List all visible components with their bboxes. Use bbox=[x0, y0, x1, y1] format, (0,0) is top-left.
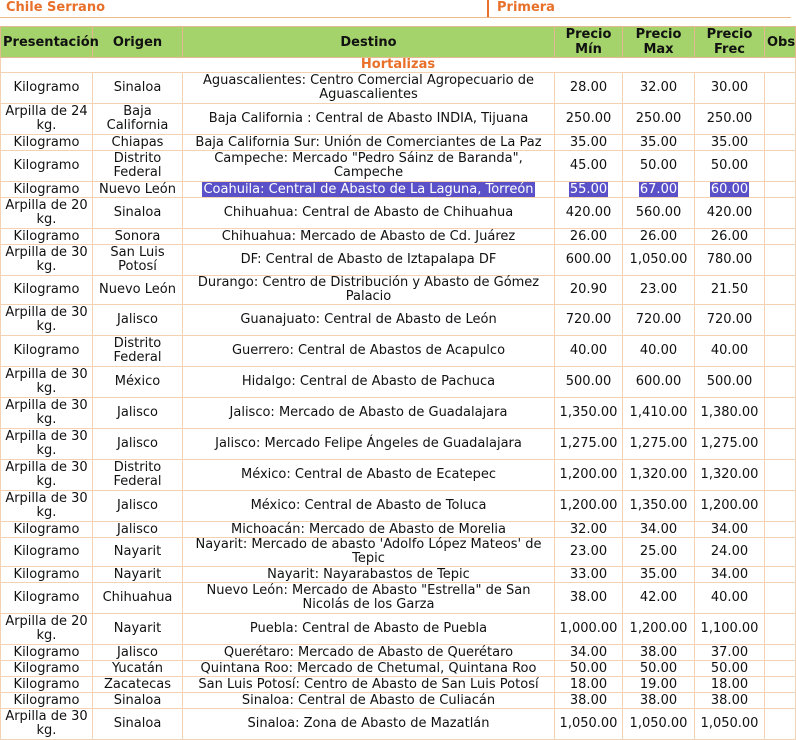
cell-presentacion: Arpilla de 30 kg. bbox=[1, 245, 93, 276]
cell-presentacion: Kilogramo bbox=[1, 336, 93, 367]
cell-precio-min: 250.00 bbox=[555, 104, 623, 135]
cell-obs bbox=[765, 429, 796, 460]
cell-destino: Sinaloa: Zona de Abasto de Mazatlán bbox=[183, 709, 555, 740]
cell-destino: Baja California : Central de Abasto INDIA, Tijuana bbox=[183, 104, 555, 135]
cell-precio-max: 1,050.00 bbox=[623, 245, 695, 276]
cell-destino: Quintana Roo: Mercado de Chetumal, Quintana Roo bbox=[183, 661, 555, 677]
cell-obs bbox=[765, 245, 796, 276]
cell-presentacion: Kilogramo bbox=[1, 677, 93, 693]
cell-precio-max: 1,410.00 bbox=[623, 398, 695, 429]
cell-precio-frec: 420.00 bbox=[695, 198, 765, 229]
cell-obs bbox=[765, 151, 796, 182]
cell-precio-max: 1,050.00 bbox=[623, 709, 695, 740]
cell-obs bbox=[765, 614, 796, 645]
cell-presentacion: Arpilla de 30 kg. bbox=[1, 305, 93, 336]
cell-origen: Sinaloa bbox=[93, 693, 183, 709]
column-header-label: Precio bbox=[565, 27, 612, 42]
cell-precio-frec: 500.00 bbox=[695, 367, 765, 398]
cell-presentacion: Kilogramo bbox=[1, 182, 93, 198]
table-row[interactable] bbox=[1, 522, 796, 538]
selected-text: Coahuila: Central de Abasto de La Laguna, Torreón bbox=[203, 181, 534, 197]
cell-obs bbox=[765, 693, 796, 709]
column-header-label: Mín bbox=[575, 42, 602, 57]
cell-destino: Baja California Sur: Unión de Comerciantes de La Paz bbox=[183, 135, 555, 151]
cell-precio-max: 720.00 bbox=[623, 305, 695, 336]
cell-precio-max: 250.00 bbox=[623, 104, 695, 135]
column-header-label: Obs bbox=[767, 34, 796, 50]
product-header bbox=[0, 0, 791, 18]
cell-destino: Jalisco: Mercado de Abasto de Guadalajara bbox=[183, 398, 555, 429]
cell-precio-max bbox=[623, 182, 695, 198]
cell-destino: México: Central de Abasto de Toluca bbox=[183, 491, 555, 522]
cell-precio-min: 1,200.00 bbox=[555, 460, 623, 491]
cell-presentacion: Kilogramo bbox=[1, 583, 93, 614]
cell-presentacion: Arpilla de 30 kg. bbox=[1, 367, 93, 398]
cell-presentacion: Kilogramo bbox=[1, 276, 93, 305]
product-name: Chile Serrano bbox=[6, 0, 106, 15]
cell-precio-max: 38.00 bbox=[623, 693, 695, 709]
cell-presentacion: Kilogramo bbox=[1, 693, 93, 709]
cell-obs bbox=[765, 567, 796, 583]
cell-presentacion: Arpilla de 20 kg. bbox=[1, 614, 93, 645]
table-header-row bbox=[1, 27, 796, 58]
cell-origen: Jalisco bbox=[93, 645, 183, 661]
cell-precio-frec: 1,320.00 bbox=[695, 460, 765, 491]
cell-precio-max: 25.00 bbox=[623, 538, 695, 567]
cell-precio-min: 18.00 bbox=[555, 677, 623, 693]
table-row[interactable] bbox=[1, 151, 796, 182]
cell-precio-min: 720.00 bbox=[555, 305, 623, 336]
table-row[interactable] bbox=[1, 538, 796, 567]
cell-origen: Nayarit bbox=[93, 567, 183, 583]
cell-destino: Guerrero: Central de Abastos de Acapulco bbox=[183, 336, 555, 367]
cell-precio-min: 600.00 bbox=[555, 245, 623, 276]
table-row[interactable] bbox=[1, 693, 796, 709]
cell-origen: Jalisco bbox=[93, 305, 183, 336]
cell-presentacion: Kilogramo bbox=[1, 522, 93, 538]
cell-origen: Distrito Federal bbox=[93, 151, 183, 182]
cell-destino: México: Central de Abasto de Ecatepec bbox=[183, 460, 555, 491]
cell-precio-min: 1,350.00 bbox=[555, 398, 623, 429]
table-row[interactable] bbox=[1, 229, 796, 245]
cell-obs bbox=[765, 583, 796, 614]
cell-precio-frec: 50.00 bbox=[695, 661, 765, 677]
cell-origen: Jalisco bbox=[93, 491, 183, 522]
cell-precio-frec: 24.00 bbox=[695, 538, 765, 567]
cell-precio-frec bbox=[695, 182, 765, 198]
cell-origen: Jalisco bbox=[93, 522, 183, 538]
cell-obs bbox=[765, 104, 796, 135]
cell-destino: Durango: Centro de Distribución y Abasto de Gómez Palacio bbox=[183, 276, 555, 305]
table-row[interactable] bbox=[1, 709, 796, 740]
selected-text: 60.00 bbox=[710, 181, 749, 197]
cell-precio-min: 500.00 bbox=[555, 367, 623, 398]
cell-precio-max: 40.00 bbox=[623, 336, 695, 367]
cell-origen: Distrito Federal bbox=[93, 336, 183, 367]
cell-origen: Sinaloa bbox=[93, 73, 183, 104]
cell-obs bbox=[765, 198, 796, 229]
cell-destino: Jalisco: Mercado Felipe Ángeles de Guadalajara bbox=[183, 429, 555, 460]
column-header-label: Precio bbox=[635, 27, 682, 42]
table-row[interactable] bbox=[1, 276, 796, 305]
cell-destino: Guanajuato: Central de Abasto de León bbox=[183, 305, 555, 336]
cell-precio-max: 600.00 bbox=[623, 367, 695, 398]
cell-precio-max: 1,200.00 bbox=[623, 614, 695, 645]
cell-origen: Nuevo León bbox=[93, 182, 183, 198]
table-row[interactable] bbox=[1, 645, 796, 661]
table-row[interactable] bbox=[1, 104, 796, 135]
cell-precio-min: 23.00 bbox=[555, 538, 623, 567]
cell-obs bbox=[765, 645, 796, 661]
cell-presentacion: Arpilla de 30 kg. bbox=[1, 429, 93, 460]
product-quality: Primera bbox=[497, 0, 555, 15]
cell-precio-min: 45.00 bbox=[555, 151, 623, 182]
cell-presentacion: Arpilla de 30 kg. bbox=[1, 460, 93, 491]
cell-precio-min: 20.90 bbox=[555, 276, 623, 305]
cell-precio-max: 1,320.00 bbox=[623, 460, 695, 491]
cell-presentacion: Arpilla de 30 kg. bbox=[1, 398, 93, 429]
cell-precio-max: 19.00 bbox=[623, 677, 695, 693]
cell-origen: Jalisco bbox=[93, 398, 183, 429]
cell-destino: San Luis Potosí: Centro de Abasto de San Luis Potosí bbox=[183, 677, 555, 693]
header-divider bbox=[487, 0, 489, 18]
cell-precio-min: 34.00 bbox=[555, 645, 623, 661]
cell-precio-max: 50.00 bbox=[623, 661, 695, 677]
cell-obs bbox=[765, 398, 796, 429]
cell-obs bbox=[765, 305, 796, 336]
cell-precio-min: 420.00 bbox=[555, 198, 623, 229]
cell-destino: Campeche: Mercado "Pedro Sáinz de Baranda", Campeche bbox=[183, 151, 555, 182]
cell-obs bbox=[765, 661, 796, 677]
cell-presentacion: Arpilla de 24 kg. bbox=[1, 104, 93, 135]
cell-presentacion: Kilogramo bbox=[1, 538, 93, 567]
selected-text: 55.00 bbox=[569, 181, 608, 197]
cell-precio-frec: 1,100.00 bbox=[695, 614, 765, 645]
cell-presentacion: Arpilla de 30 kg. bbox=[1, 491, 93, 522]
price-table bbox=[0, 26, 796, 740]
cell-precio-frec: 1,050.00 bbox=[695, 709, 765, 740]
cell-obs bbox=[765, 182, 796, 198]
cell-precio-min: 1,050.00 bbox=[555, 709, 623, 740]
cell-precio-max: 1,350.00 bbox=[623, 491, 695, 522]
cell-destino: Chihuahua: Mercado de Abasto de Cd. Juárez bbox=[183, 229, 555, 245]
column-header bbox=[623, 27, 695, 58]
cell-origen: Nayarit bbox=[93, 614, 183, 645]
cell-precio-min: 33.00 bbox=[555, 567, 623, 583]
cell-precio-frec: 35.00 bbox=[695, 135, 765, 151]
table-row[interactable] bbox=[1, 677, 796, 693]
cell-destino: Nayarit: Nayarabastos de Tepic bbox=[183, 567, 555, 583]
column-header-label: Max bbox=[643, 42, 674, 57]
column-header-label: Origen bbox=[112, 34, 163, 50]
table-row[interactable] bbox=[1, 583, 796, 614]
cell-precio-max: 32.00 bbox=[623, 73, 695, 104]
column-header bbox=[1, 27, 99, 58]
cell-origen: Chihuahua bbox=[93, 583, 183, 614]
cell-destino: Michoacán: Mercado de Abasto de Morelia bbox=[183, 522, 555, 538]
cell-precio-frec: 720.00 bbox=[695, 305, 765, 336]
cell-origen: Baja California bbox=[93, 104, 183, 135]
cell-presentacion: Kilogramo bbox=[1, 73, 93, 104]
cell-origen: Sinaloa bbox=[93, 198, 183, 229]
cell-origen: Nuevo León bbox=[93, 276, 183, 305]
cell-precio-frec: 250.00 bbox=[695, 104, 765, 135]
header-rule bbox=[0, 17, 791, 18]
cell-precio-max: 1,275.00 bbox=[623, 429, 695, 460]
table-row[interactable] bbox=[1, 135, 796, 151]
selected-text: 67.00 bbox=[639, 181, 678, 197]
cell-precio-min: 40.00 bbox=[555, 336, 623, 367]
table-row[interactable] bbox=[1, 182, 796, 198]
cell-destino: DF: Central de Abasto de Iztapalapa DF bbox=[183, 245, 555, 276]
cell-origen: México bbox=[93, 367, 183, 398]
cell-precio-min: 1,200.00 bbox=[555, 491, 623, 522]
table-row[interactable] bbox=[1, 460, 796, 491]
cell-precio-frec: 30.00 bbox=[695, 73, 765, 104]
table-row[interactable] bbox=[1, 198, 796, 229]
cell-precio-max: 42.00 bbox=[623, 583, 695, 614]
column-header-label: Presentación bbox=[3, 34, 99, 50]
cell-precio-max: 38.00 bbox=[623, 645, 695, 661]
cell-obs bbox=[765, 677, 796, 693]
cell-destino: Sinaloa: Central de Abasto de Culiacán bbox=[183, 693, 555, 709]
column-header bbox=[765, 27, 796, 58]
cell-origen: Nayarit bbox=[93, 538, 183, 567]
cell-presentacion: Kilogramo bbox=[1, 151, 93, 182]
cell-precio-max: 35.00 bbox=[623, 135, 695, 151]
table-row[interactable] bbox=[1, 398, 796, 429]
cell-precio-min: 1,000.00 bbox=[555, 614, 623, 645]
cell-precio-max: 26.00 bbox=[623, 229, 695, 245]
cell-origen: Yucatán bbox=[93, 661, 183, 677]
cell-precio-min: 35.00 bbox=[555, 135, 623, 151]
cell-precio-min: 50.00 bbox=[555, 661, 623, 677]
cell-precio-frec: 21.50 bbox=[695, 276, 765, 305]
column-header bbox=[555, 27, 623, 58]
cell-precio-min: 1,275.00 bbox=[555, 429, 623, 460]
table-row[interactable] bbox=[1, 614, 796, 645]
cell-presentacion: Kilogramo bbox=[1, 567, 93, 583]
cell-obs bbox=[765, 522, 796, 538]
cell-destino: Nuevo León: Mercado de Abasto "Estrella" de San Nicolás de los Garza bbox=[183, 583, 555, 614]
column-header bbox=[695, 27, 765, 58]
cell-destino: Aguascalientes: Centro Comercial Agropecuario de Aguascalientes bbox=[183, 73, 555, 104]
cell-presentacion: Arpilla de 20 kg. bbox=[1, 198, 93, 229]
cell-precio-frec: 38.00 bbox=[695, 693, 765, 709]
table-row[interactable] bbox=[1, 429, 796, 460]
column-header-label: Destino bbox=[340, 34, 397, 50]
column-header bbox=[183, 27, 555, 58]
cell-origen: Sinaloa bbox=[93, 709, 183, 740]
cell-origen: Chiapas bbox=[93, 135, 183, 151]
cell-precio-min bbox=[555, 182, 623, 198]
cell-destino: Querétaro: Mercado de Abasto de Querétaro bbox=[183, 645, 555, 661]
cell-precio-frec: 40.00 bbox=[695, 583, 765, 614]
table-row[interactable] bbox=[1, 305, 796, 336]
cell-precio-frec: 34.00 bbox=[695, 522, 765, 538]
cell-precio-min: 26.00 bbox=[555, 229, 623, 245]
cell-obs bbox=[765, 491, 796, 522]
cell-precio-max: 23.00 bbox=[623, 276, 695, 305]
cell-precio-frec: 26.00 bbox=[695, 229, 765, 245]
table-row[interactable] bbox=[1, 367, 796, 398]
table-row[interactable] bbox=[1, 73, 796, 104]
cell-precio-max: 34.00 bbox=[623, 522, 695, 538]
cell-precio-frec: 34.00 bbox=[695, 567, 765, 583]
column-header bbox=[93, 27, 183, 58]
cell-precio-max: 560.00 bbox=[623, 198, 695, 229]
cell-obs bbox=[765, 460, 796, 491]
cell-destino: Hidalgo: Central de Abasto de Pachuca bbox=[183, 367, 555, 398]
cell-presentacion: Kilogramo bbox=[1, 645, 93, 661]
cell-origen: Zacatecas bbox=[93, 677, 183, 693]
table-row[interactable] bbox=[1, 245, 796, 276]
cell-obs bbox=[765, 135, 796, 151]
cell-precio-min: 32.00 bbox=[555, 522, 623, 538]
cell-precio-frec: 1,275.00 bbox=[695, 429, 765, 460]
column-header-label: Frec bbox=[714, 42, 745, 57]
cell-presentacion: Kilogramo bbox=[1, 229, 93, 245]
table-body bbox=[1, 58, 796, 740]
cell-precio-frec: 1,380.00 bbox=[695, 398, 765, 429]
cell-obs bbox=[765, 367, 796, 398]
cell-presentacion: Kilogramo bbox=[1, 135, 93, 151]
cell-precio-frec: 18.00 bbox=[695, 677, 765, 693]
cell-origen: Jalisco bbox=[93, 429, 183, 460]
cell-precio-max: 35.00 bbox=[623, 567, 695, 583]
table-row[interactable] bbox=[1, 336, 796, 367]
cell-obs bbox=[765, 538, 796, 567]
cell-precio-frec: 780.00 bbox=[695, 245, 765, 276]
cell-precio-max: 50.00 bbox=[623, 151, 695, 182]
cell-obs bbox=[765, 73, 796, 104]
cell-destino: Nayarit: Mercado de abasto 'Adolfo López Mateos' de Tepic bbox=[183, 538, 555, 567]
cell-destino: Puebla: Central de Abasto de Puebla bbox=[183, 614, 555, 645]
cell-precio-min: 38.00 bbox=[555, 583, 623, 614]
column-header-label: Precio bbox=[706, 27, 753, 42]
table-row[interactable] bbox=[1, 661, 796, 677]
cell-presentacion: Arpilla de 30 kg. bbox=[1, 709, 93, 740]
cell-origen: Sonora bbox=[93, 229, 183, 245]
table-row[interactable] bbox=[1, 491, 796, 522]
cell-presentacion: Kilogramo bbox=[1, 661, 93, 677]
cell-obs bbox=[765, 709, 796, 740]
cell-obs bbox=[765, 229, 796, 245]
cell-obs bbox=[765, 336, 796, 367]
cell-precio-frec: 37.00 bbox=[695, 645, 765, 661]
cell-precio-frec: 50.00 bbox=[695, 151, 765, 182]
cell-precio-frec: 40.00 bbox=[695, 336, 765, 367]
cell-precio-min: 28.00 bbox=[555, 73, 623, 104]
table-row[interactable] bbox=[1, 567, 796, 583]
cell-origen: Distrito Federal bbox=[93, 460, 183, 491]
cell-destino: Chihuahua: Central de Abasto de Chihuahua bbox=[183, 198, 555, 229]
cell-destino bbox=[183, 182, 555, 198]
cell-precio-frec: 1,200.00 bbox=[695, 491, 765, 522]
cell-precio-min: 38.00 bbox=[555, 693, 623, 709]
section-title: Hortalizas bbox=[1, 58, 796, 73]
cell-origen: San Luis Potosí bbox=[93, 245, 183, 276]
section-row bbox=[1, 58, 796, 73]
cell-obs bbox=[765, 276, 796, 305]
